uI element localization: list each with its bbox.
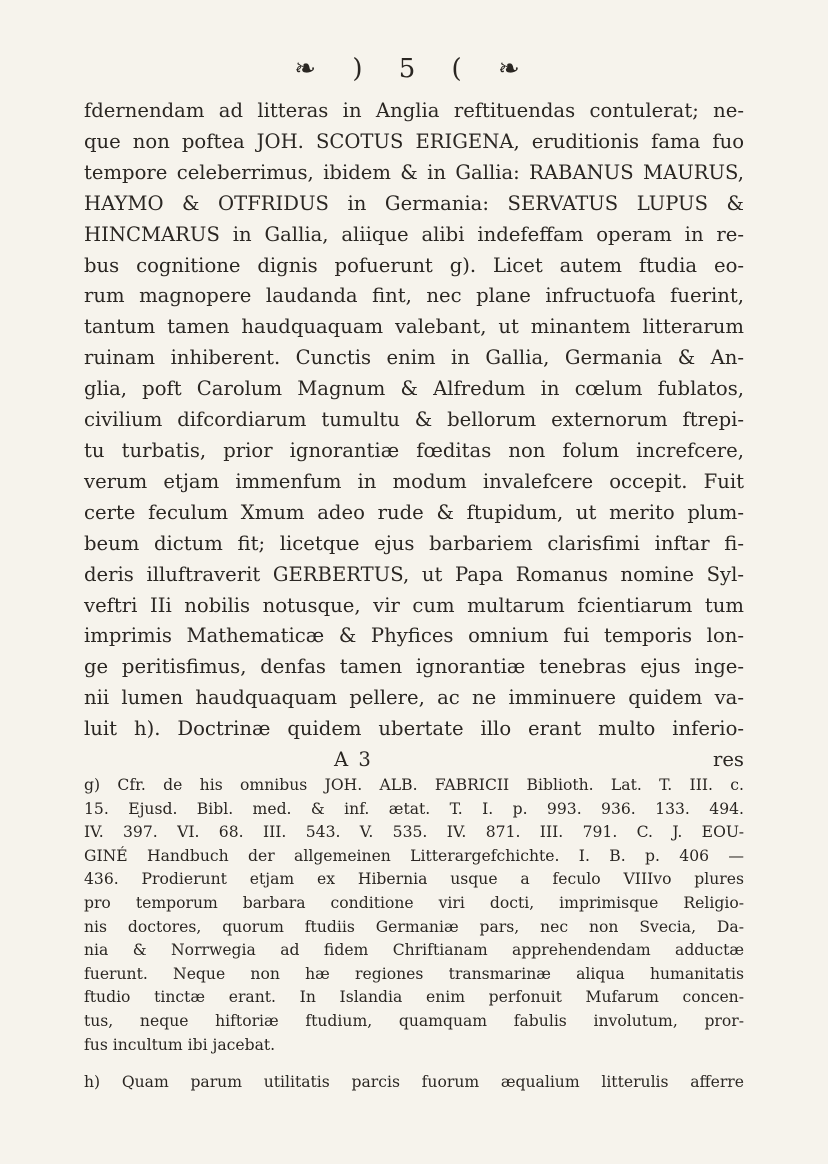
text-line: HINCMARUS in Gallia, aliique alibi indefeffam operam in re-: [84, 222, 744, 246]
text-line: verum etjam immenfum in modum invalefcere occepit. Fuit: [84, 469, 744, 493]
text-line: nii lumen haudquaquam pellere, ac ne imminuere quidem va-: [84, 686, 744, 710]
catchword: res: [712, 748, 744, 772]
text-line: bus cognitione dignis pofuerunt g). Licet autem ftudia eo-: [84, 253, 744, 277]
signature-row: [84, 745, 744, 776]
text-line: beum dictum fit; licetque ejus barbariem clarisfimi inftar fi-: [84, 531, 744, 555]
footnote-line: tus, neque hiftoriæ ftudium, quamquam fabulis involutum, pror-: [84, 1011, 744, 1030]
text-line: que non poftea JOH. SCOTUS ERIGENA, eruditionis fama fuo: [84, 129, 744, 153]
text-line: luit h). Doctrinæ quidem ubertate illo erant multo inferio-: [84, 717, 744, 741]
footnote-line: nis doctores, quorum ftudiis Germaniæ pars, nec non Svecia, Da-: [84, 917, 744, 936]
text-line: deris illuftraverit GERBERTUS, ut Papa Romanus nomine Syl-: [84, 562, 744, 586]
text-line: tantum tamen haudquaquam valebant, ut minantem litterarum: [84, 315, 744, 339]
footnote-gap: [84, 1057, 744, 1071]
footnote-line: pro temporum barbara conditione viri docti, imprimisque Religio-: [84, 893, 744, 912]
footnotes: [84, 774, 744, 1095]
footnote-line: IV. 397. VI. 68. III. 543. V. 535. IV. 871. III. 791. C. J. EOU-: [84, 823, 744, 842]
text-line: civilium difcordiarum tumultu & bellorum externorum ftrepi-: [84, 408, 744, 432]
footnote-line: 436. Prodierunt etjam ex Hibernia usque a feculo VIIIvo plures: [84, 870, 744, 889]
text-line: imprimis Mathematicæ & Phyfices omnium fui temporis lon-: [84, 624, 744, 648]
footnote-line: ftudio tinctæ erant. In Islandia enim perfonuit Mufarum concen-: [84, 988, 744, 1007]
text-line: glia, poft Carolum Magnum & Alfredum in cœlum fublatos,: [84, 377, 744, 401]
text-line: tempore celeberrimus, ibidem & in Gallia: RABANUS MAURUS,: [84, 160, 744, 184]
page-number-ornament: ❧ ) 5 ( ❧: [294, 54, 534, 84]
text-line: certe feculum Xmum adeo rude & ftupidum, ut merito plum-: [84, 500, 744, 524]
footnote-g: [84, 774, 744, 1057]
footnote-h: [84, 1071, 744, 1095]
text-line: HAYMO & OTFRIDUS in Germania: SERVATUS LUPUS &: [84, 191, 744, 215]
footnote-line: fuerunt. Neque non hæ regiones transmarinæ aliqua humanitatis: [84, 964, 744, 983]
footnote-line: fus incultum ibi jacebat.: [84, 1035, 276, 1054]
text-line: veftri IIi nobilis notusque, vir cum multarum fcientiarum tum: [84, 593, 744, 617]
signature-mark: A 3: [334, 748, 373, 772]
text-line: ruinam inhiberent. Cunctis enim in Gallia, Germania & An-: [84, 346, 744, 370]
text-line: fdernendam ad litteras in Anglia reftituendas contulerat; ne-: [84, 99, 744, 122]
footnote-line: g) Cfr. de his omnibus JOH. ALB. FABRICII Biblioth. Lat. T. III. c.: [84, 776, 744, 794]
footnote-line: nia & Norrwegia ad fidem Chriftianam apprehendendam adductæ: [84, 941, 744, 960]
footnote-line: h) Quam parum utilitatis parcis fuorum æqualium litterulis afferre: [84, 1073, 744, 1092]
text-line: ge peritisfimus, denfas tamen ignorantiæ tenebras ejus inge-: [84, 655, 744, 679]
footnote-line: GINÉ Handbuch der allgemeinen Litterargefchichte. I. B. p. 406 —: [84, 846, 744, 865]
text-line: tu turbatis, prior ignorantiæ fœditas non folum increfcere,: [84, 438, 744, 462]
footnote-line: 15. Ejusd. Bibl. med. & inf. ætat. T. I. p. 993. 936. 133. 494.: [84, 799, 744, 818]
text-line: rum magnopere laudanda fint, nec plane infructuofa fuerint,: [84, 284, 744, 308]
main-text: [84, 96, 744, 776]
